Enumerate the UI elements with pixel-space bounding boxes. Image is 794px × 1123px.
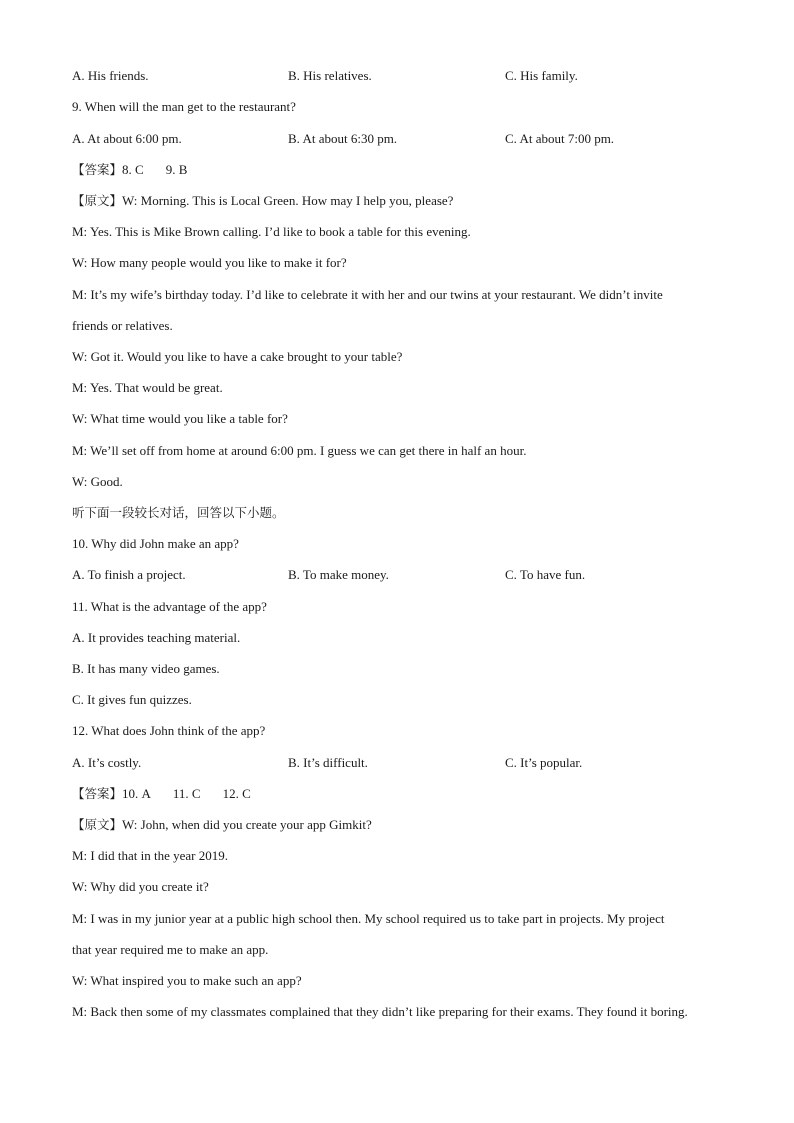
q12-option-b: B. It’s difficult.: [288, 755, 368, 770]
q10-option-b: B. To make money.: [288, 567, 389, 582]
transcript-line: M: Back then some of my classmates complained that they didn’t like preparing for their exams. They found it boring.: [72, 1004, 688, 1019]
transcript-line: W: Got it. Would you like to have a cake brought to your table?: [72, 349, 403, 364]
q12-option-a: A. It’s costly.: [72, 755, 142, 770]
transcript-line: M: Yes. This is Mike Brown calling. I’d like to book a table for this evening.: [72, 224, 471, 239]
answer-item: 9. B: [165, 162, 188, 177]
q8-option-c: C. His family.: [505, 68, 578, 83]
transcript-line: M: We’ll set off from home at around 6:00 pm. I guess we can get there in half an hour.: [72, 443, 527, 458]
transcript-line: M: I was in my junior year at a public high school then. My school required us to take part in projects. My project: [72, 911, 665, 926]
q10-option-a: A. To finish a project.: [72, 567, 186, 582]
answer-item: 11. C: [172, 786, 201, 801]
q12-option-c: C. It’s popular.: [505, 755, 583, 770]
q12-question: 12. What does John think of the app?: [72, 723, 266, 738]
q9-option-c: C. At about 7:00 pm.: [505, 131, 615, 146]
transcript-line: W: Why did you create it?: [72, 879, 209, 894]
transcript-line: friends or relatives.: [72, 318, 173, 333]
answer-label: 【答案】: [72, 786, 123, 801]
q8-option-b: B. His relatives.: [288, 68, 372, 83]
transcript-line: that year required me to make an app.: [72, 942, 269, 957]
transcript-label: 【原文】: [72, 817, 123, 832]
q8-option-a: A. His friends.: [72, 68, 149, 83]
transcript-line: W: What time would you like a table for?: [72, 411, 288, 426]
transcript-line: M: It’s my wife’s birthday today. I’d like to celebrate it with her and our twins at your restaurant. We didn’t invite: [72, 287, 663, 302]
transcript-line: 【原文】W: Morning. This is Local Green. How may I help you, please?: [72, 193, 454, 208]
answer-item: 10. A: [122, 786, 151, 801]
answer-label: 【答案】: [72, 162, 123, 177]
q10-question: 10. Why did John make an app?: [72, 536, 239, 551]
q11-question: 11. What is the advantage of the app?: [72, 599, 267, 614]
answer-item: 12. C: [222, 786, 251, 801]
section-instruction: 听下面一段较长对话，回答以下小题。: [72, 505, 285, 520]
transcript-line: M: I did that in the year 2019.: [72, 848, 228, 863]
q9-question: 9. When will the man get to the restaurant?: [72, 99, 296, 114]
transcript-line: W: Good.: [72, 474, 123, 489]
q9-option-a: A. At about 6:00 pm.: [72, 131, 182, 146]
answer-item: 8. C: [122, 162, 144, 177]
transcript-line: 【原文】W: John, when did you create your app Gimkit?: [72, 817, 372, 832]
q11-option-a: A. It provides teaching material.: [72, 630, 241, 645]
answer-line-2: [72, 785, 251, 803]
q9-option-b: B. At about 6:30 pm.: [288, 131, 398, 146]
transcript-line: W: What inspired you to make such an app?: [72, 973, 302, 988]
transcript-line: W: How many people would you like to make it for?: [72, 255, 347, 270]
transcript-line: M: Yes. That would be great.: [72, 380, 223, 395]
transcript-label: 【原文】: [72, 193, 123, 208]
answer-line-1: [72, 161, 187, 179]
q11-option-c: C. It gives fun quizzes.: [72, 692, 192, 707]
q11-option-b: B. It has many video games.: [72, 661, 220, 676]
q10-option-c: C. To have fun.: [505, 567, 586, 582]
